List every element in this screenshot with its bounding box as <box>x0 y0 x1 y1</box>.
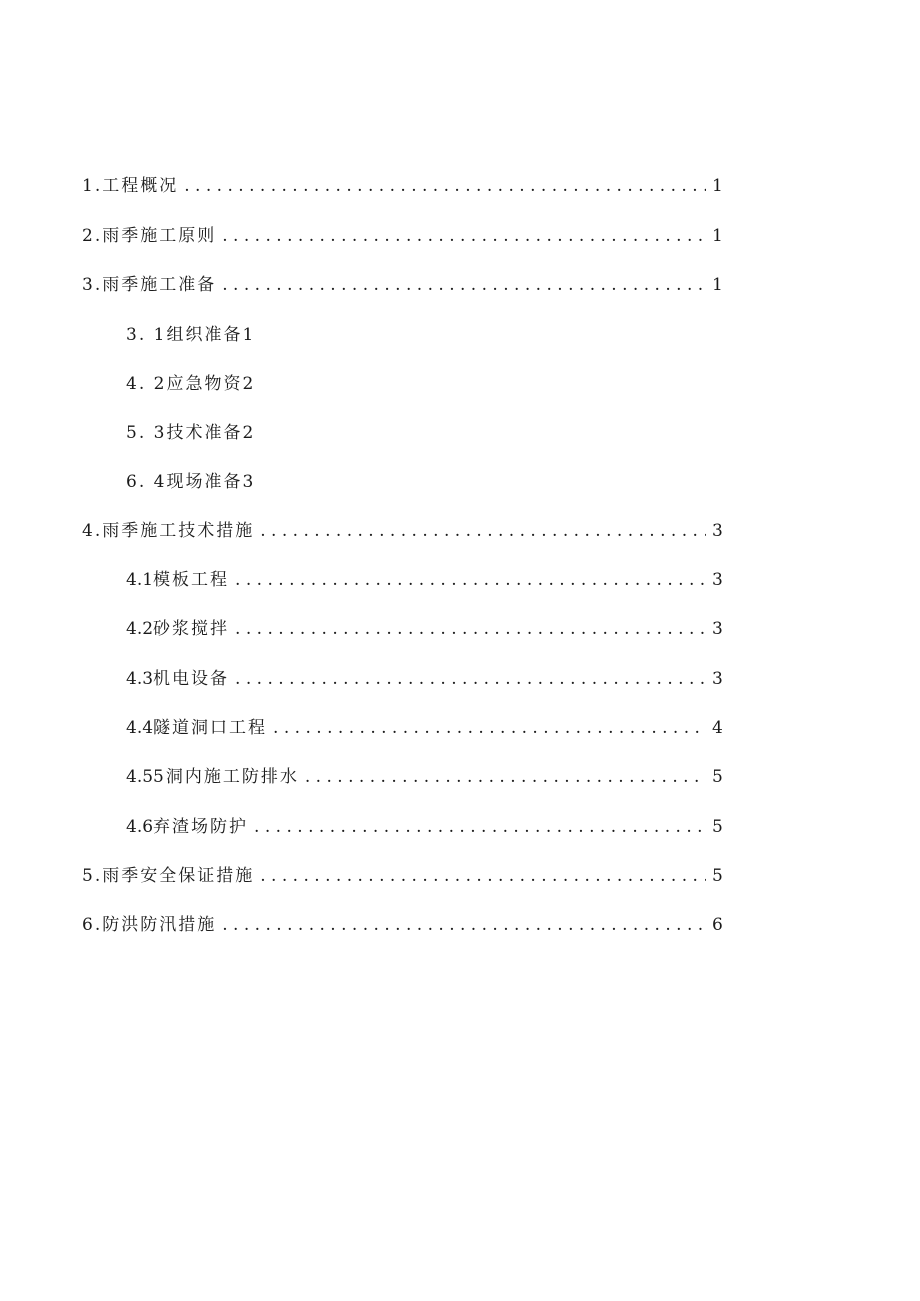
toc-entry-4[interactable] <box>82 516 722 546</box>
toc-entry-number: 5 <box>82 866 95 886</box>
dot-leader <box>222 221 706 251</box>
toc-entry-page: 1 <box>712 275 723 295</box>
dot-leader <box>184 171 706 201</box>
dot-leader <box>305 762 706 792</box>
toc-entry-4-6[interactable] <box>126 812 722 842</box>
toc-entry-title: .雨季施工准备 <box>94 275 217 295</box>
toc-entry-5[interactable] <box>82 861 722 891</box>
toc-entry-page: 6 <box>712 915 723 935</box>
toc-entry-4-1[interactable] <box>126 565 722 595</box>
toc-entry-4-4[interactable] <box>126 713 722 743</box>
dot-leader <box>254 812 706 842</box>
toc-entry-title: 砂浆搅拌 <box>153 619 230 639</box>
toc-entry-number: 3 <box>82 275 95 295</box>
toc-subentry-3-1[interactable] <box>126 320 426 350</box>
toc-entry-text: 3. 1组织准备1 <box>126 325 256 345</box>
toc-entry-number: 4.5 <box>126 767 154 787</box>
dot-leader <box>222 270 706 300</box>
toc-entry-text: 6. 4现场准备3 <box>126 472 256 492</box>
toc-entry-3[interactable] <box>82 270 722 300</box>
toc-entry-number: 6 <box>82 915 95 935</box>
toc-entry-number: 2 <box>82 226 95 246</box>
toc-entry-text: 4. 2应急物资2 <box>126 374 256 394</box>
toc-entry-page: 1 <box>712 176 723 196</box>
toc-entry-number: 4.1 <box>126 570 154 590</box>
toc-entry-1[interactable] <box>82 171 722 201</box>
toc-entry-4-3[interactable] <box>126 664 722 694</box>
toc-entry-page: 3 <box>712 570 723 590</box>
toc-entry-title: .雨季施工技术措施 <box>94 521 255 541</box>
toc-entry-page: 5 <box>712 767 723 787</box>
toc-entry-title: 机电设备 <box>153 669 230 689</box>
toc-entry-title: 隧道洞口工程 <box>153 718 268 738</box>
toc-entry-4-2[interactable] <box>126 614 722 644</box>
toc-entry-number: 1 <box>82 176 95 196</box>
toc-subentry-3-4[interactable] <box>126 467 426 497</box>
toc-entry-2[interactable] <box>82 221 722 251</box>
toc-entry-title: 模板工程 <box>153 570 230 590</box>
dot-leader <box>235 614 706 644</box>
toc-subentry-3-2[interactable] <box>126 369 426 399</box>
toc-entry-4-5[interactable] <box>126 762 722 792</box>
dot-leader <box>260 861 706 891</box>
dot-leader <box>273 713 706 743</box>
dot-leader <box>260 516 706 546</box>
toc-entry-number: 4.6 <box>126 817 154 837</box>
toc-entry-title: .工程概况 <box>94 176 179 196</box>
toc-entry-page: 1 <box>712 226 723 246</box>
toc-entry-title: .防洪防汛措施 <box>94 915 217 935</box>
toc-entry-page: 3 <box>712 619 723 639</box>
toc-entry-page: 4 <box>712 718 723 738</box>
toc-entry-page: 3 <box>712 669 723 689</box>
toc-entry-6[interactable] <box>82 910 722 940</box>
dot-leader <box>235 664 706 694</box>
toc-entry-text: 5. 3技术准备2 <box>126 423 256 443</box>
dot-leader <box>235 565 706 595</box>
toc-entry-number: 4.3 <box>126 669 154 689</box>
toc-entry-title: 5洞内施工防排水 <box>153 767 299 787</box>
toc-entry-title: .雨季安全保证措施 <box>94 866 255 886</box>
toc-entry-page: 5 <box>712 817 723 837</box>
toc-entry-title: 弃渣场防护 <box>153 817 249 837</box>
toc-subentry-3-3[interactable] <box>126 418 426 448</box>
toc-entry-page: 3 <box>712 521 723 541</box>
dot-leader <box>222 910 706 940</box>
toc-entry-number: 4 <box>82 521 95 541</box>
toc-entry-title: .雨季施工原则 <box>94 226 217 246</box>
toc-entry-page: 5 <box>712 866 723 886</box>
toc-entry-number: 4.2 <box>126 619 154 639</box>
toc-entry-number: 4.4 <box>126 718 154 738</box>
